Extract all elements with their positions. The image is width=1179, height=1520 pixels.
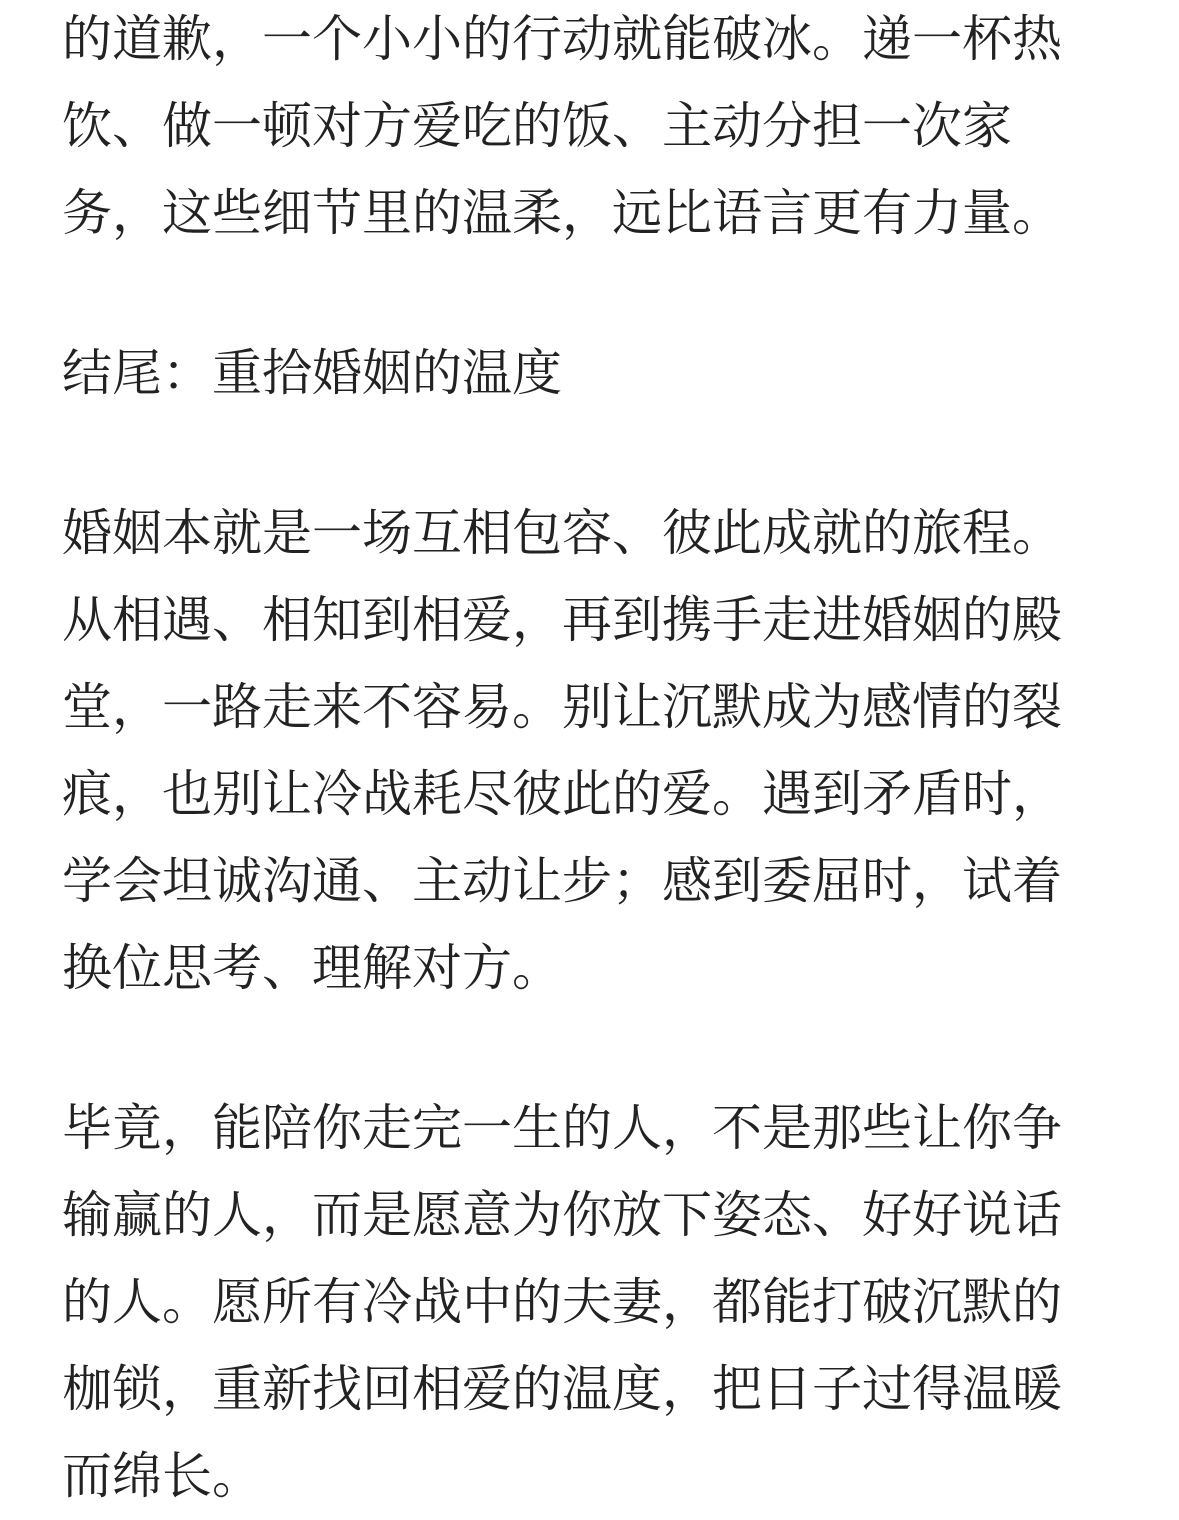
- paragraph-line: 枷锁，重新找回相爱的温度，把日子过得温暖: [62, 1360, 1062, 1418]
- paragraph-line: 而绵长。: [62, 1447, 262, 1505]
- heading-line: 结尾：重拾婚姻的温度: [62, 344, 562, 402]
- article-body: [62, 0, 1118, 1520]
- section-heading: [62, 330, 1118, 417]
- paragraph-line: 务，这些细节里的温柔，远比语言更有力量。: [62, 184, 1062, 242]
- paragraph-spacer: [62, 257, 1118, 330]
- paragraph-spacer: [62, 1012, 1118, 1085]
- paragraph-line: 从相遇、相知到相爱，再到携手走进婚姻的殿: [62, 591, 1062, 649]
- paragraph-line: 的道歉，一个小小的行动就能破冰。递一杯热: [62, 10, 1062, 68]
- paragraph-line: 学会坦诚沟通、主动让步；感到委屈时，试着: [62, 852, 1062, 910]
- paragraph-line: 换位思考、理解对方。: [62, 939, 562, 997]
- paragraph-line: 毕竟，能陪你走完一生的人，不是那些让你争: [62, 1099, 1062, 1157]
- article-paragraph: [62, 0, 1118, 257]
- paragraph-line: 输赢的人，而是愿意为你放下姿态、好好说话: [62, 1186, 1062, 1244]
- paragraph-line: 的人。愿所有冷战中的夫妻，都能打破沉默的: [62, 1273, 1062, 1331]
- paragraph-line: 婚姻本就是一场互相包容、彼此成就的旅程。: [62, 504, 1062, 562]
- paragraph-line: 堂，一路走来不容易。别让沉默成为感情的裂: [62, 678, 1062, 736]
- paragraph-spacer: [62, 417, 1118, 490]
- paragraph-line: 饮、做一顿对方爱吃的饭、主动分担一次家: [62, 97, 1012, 155]
- paragraph-line: 痕，也别让冷战耗尽彼此的爱。遇到矛盾时，: [62, 765, 1062, 823]
- article-paragraph: [62, 1085, 1118, 1520]
- article-paragraph: [62, 490, 1118, 1012]
